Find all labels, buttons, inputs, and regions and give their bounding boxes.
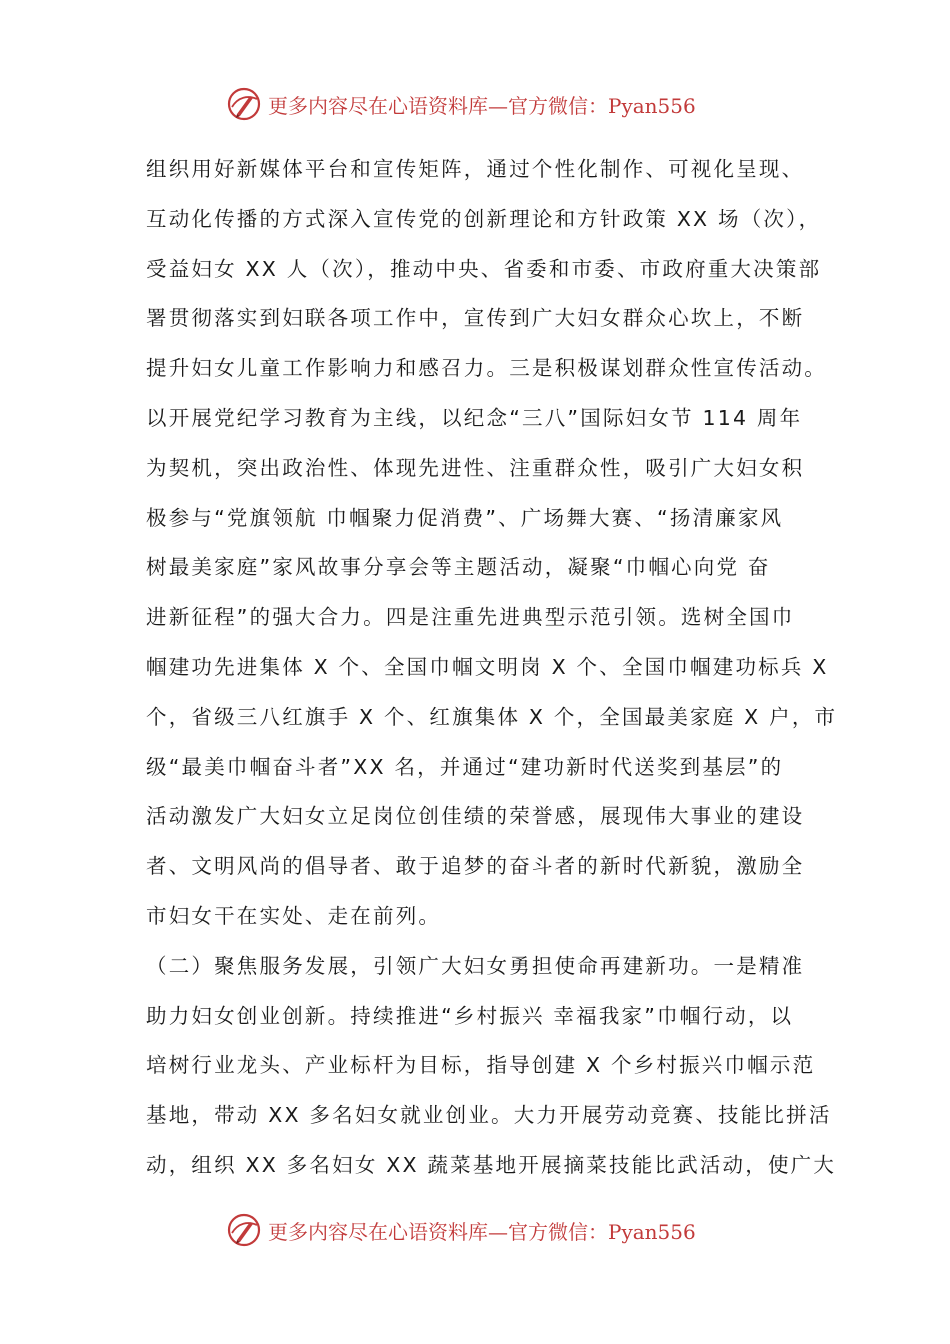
body-text <box>146 145 838 1191</box>
footer-banner[interactable] <box>226 1210 726 1250</box>
body-line: 帼建功先进集体 X 个、全国巾帼文明岗 X 个、全国巾帼建功标兵 X <box>146 654 829 679</box>
body-line: 树最美家庭”家风故事分享会等主题活动，凝聚“巾帼心向党 奋 <box>146 555 771 580</box>
body-line: 市妇女干在实处、走在前列。 <box>146 903 442 928</box>
body-line: 互动化传播的方式深入宣传党的创新理论和方针政策 XX 场（次）， <box>146 206 822 231</box>
body-line: 以开展党纪学习教育为主线，以纪念“三八”国际妇女节 114 周年 <box>146 405 803 430</box>
body-line: 动，组织 XX 多名妇女 XX 蔬菜基地开展摘菜技能比武活动，使广大 <box>146 1152 837 1177</box>
body-line: 署贯彻落实到妇联各项工作中，宣传到广大妇女群众心坎上，不断 <box>146 306 805 331</box>
body-line: 极参与“党旗领航 巾帼聚力促消费”、广场舞大赛、“扬清廉家风 <box>146 505 784 530</box>
body-line: 活动激发广大妇女立足岗位创佳绩的荣誉感，展现伟大事业的建设 <box>146 804 805 829</box>
body-line: （二）聚焦服务发展，引领广大妇女勇担使命再建新功。一是精准 <box>146 953 805 978</box>
footer-banner-text: 更多内容尽在心语资料库—官方微信：Pyan556 <box>268 1219 696 1244</box>
body-line: 者、文明风尚的倡导者、敢于追梦的奋斗者的新时代新貌，激励全 <box>146 854 805 879</box>
pen-logo-icon <box>226 86 262 122</box>
body-line: 受益妇女 XX 人（次），推动中央、省委和市委、市政府重大决策部 <box>146 256 822 281</box>
body-line: 级“最美巾帼奋斗者”XX 名，并通过“建功新时代送奖到基层”的 <box>146 754 784 779</box>
body-line: 助力妇女创业创新。持续推进“乡村振兴 幸福我家”巾帼行动，以 <box>146 1003 794 1028</box>
body-line: 提升妇女儿童工作影响力和感召力。三是积极谋划群众性宣传活动。 <box>146 356 827 381</box>
body-line: 为契机，突出政治性、体现先进性、注重群众性，吸引广大妇女积 <box>146 455 805 480</box>
body-line: 基地，带动 XX 多名妇女就业创业。大力开展劳动竞赛、技能比拼活 <box>146 1103 832 1128</box>
body-line: 个，省级三八红旗手 X 个、红旗集体 X 个，全国最美家庭 X 户，市 <box>146 704 838 729</box>
header-banner-text: 更多内容尽在心语资料库—官方微信：Pyan556 <box>268 93 696 118</box>
header-banner[interactable] <box>226 84 726 124</box>
body-line: 进新征程”的强大合力。四是注重先进典型示范引领。选树全国巾 <box>146 605 795 630</box>
pen-logo-icon <box>226 1212 262 1248</box>
body-line: 培树行业龙头、产业标杆为目标，指导创建 X 个乡村振兴巾帼示范 <box>146 1053 816 1078</box>
body-line: 组织用好新媒体平台和宣传矩阵，通过个性化制作、可视化呈现、 <box>146 157 805 181</box>
